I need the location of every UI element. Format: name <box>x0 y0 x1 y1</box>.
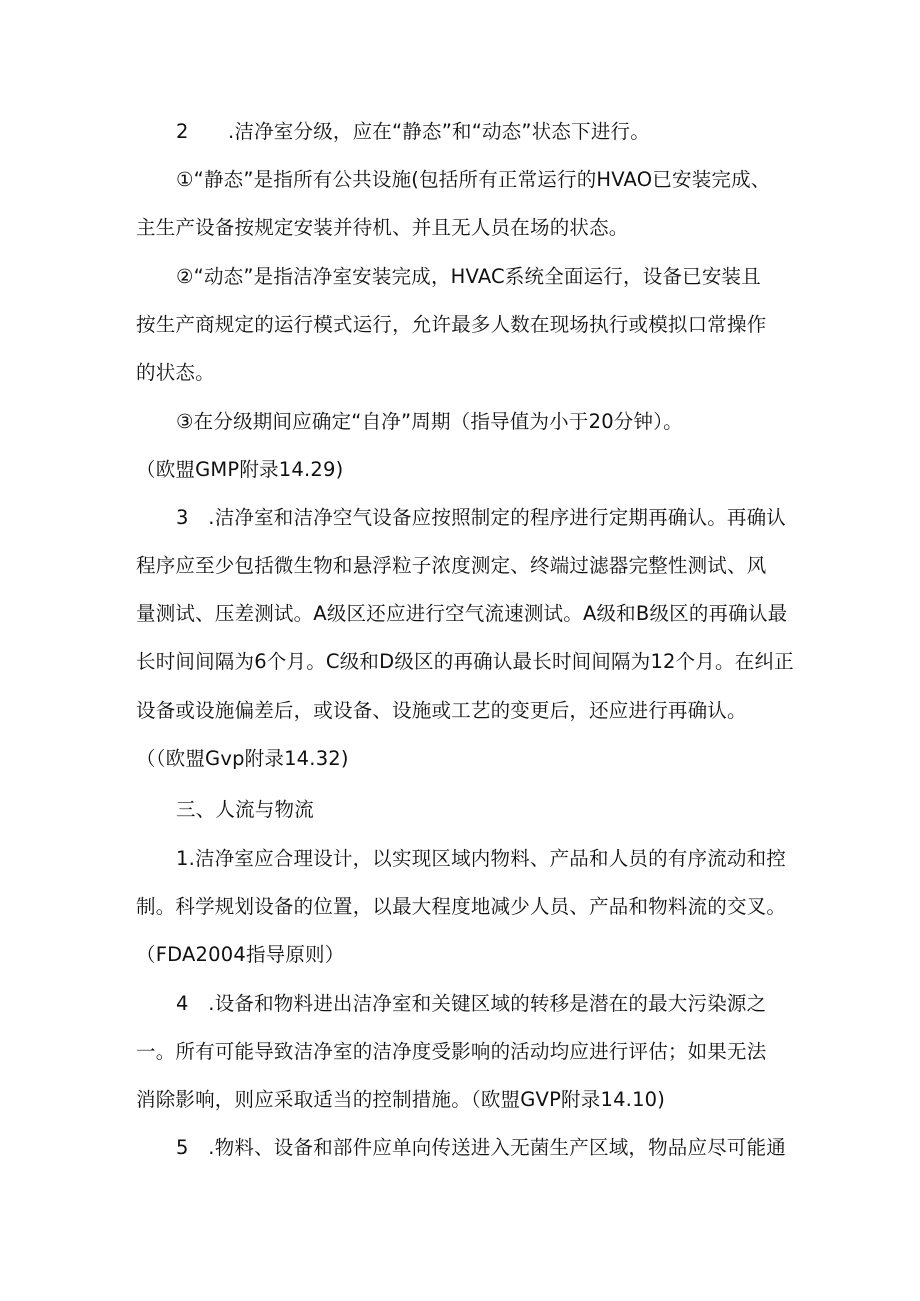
paragraph-line: 消除影响，则应采取适当的控制措施。（欧盟GVP附录14.10) <box>136 1088 666 1111</box>
paragraph-line: 的状态。 <box>136 361 215 384</box>
paragraph-line: 主生产设备按规定安装并待机、并且无人员在场的状态。 <box>136 216 629 239</box>
paragraph-line: 3 .洁净室和洁净空气设备应按照制定的程序进行定期再确认。再确认 <box>176 506 787 529</box>
paragraph-line: 量测试、压差测试。A级区还应进行空气流速测试。A级和B级区的再确认最 <box>136 602 788 625</box>
paragraph-line: 按生产商规定的运行模式运行，允许最多人数在现场执行或模拟口常操作 <box>136 313 767 336</box>
paragraph-line: 2 .洁净室分级，应在“静态”和“动态”状态下进行。 <box>176 120 650 143</box>
paragraph-line: 程序应至少包括微生物和悬浮粒子浓度测定、终端过滤器完整性测试、风 <box>136 554 767 577</box>
paragraph-line: 设备或设施偏差后，或设备、设施或工艺的变更后，还应进行再确认。 <box>136 699 747 722</box>
section-heading: 三、人流与物流 <box>176 798 314 821</box>
citation-line: （欧盟GMP附录14.29) <box>136 458 344 481</box>
paragraph-line: 5 .物料、设备和部件应单向传送进入无菌生产区域，物品应尽可能通 <box>176 1136 787 1159</box>
paragraph-line: ③在分级期间应确定“自净”周期（指导值为小于20分钟）。 <box>176 410 683 433</box>
paragraph-line: 制。科学规划设备的位置，以最大程度地减少人员、产品和物料流的交叉。 <box>136 895 787 918</box>
citation-line: （（欧盟Gvp附录14.32) <box>136 747 349 770</box>
paragraph-line: ②“动态”是指洁净室安装完成，HVAC系统全面运行，设备已安装且 <box>176 265 761 288</box>
paragraph-line: ①“静态”是指所有公共设施(包括所有正常运行的HVAO已安装完成、 <box>176 168 771 191</box>
citation-line: （FDA2004指导原则） <box>136 943 345 966</box>
paragraph-line: 4 .设备和物料进出洁净室和关键区域的转移是潜在的最大污染源之 <box>176 992 767 1015</box>
paragraph-line: 1.洁净室应合理设计，以实现区域内物料、产品和人员的有序流动和控 <box>176 847 787 870</box>
paragraph-line: 长时间间隔为6个月。C级和D级区的再确认最长时间间隔为12个月。在纠正 <box>136 650 794 673</box>
paragraph-line: 一。所有可能导致洁净室的洁净度受影响的活动均应进行评估；如果无法 <box>136 1040 767 1063</box>
